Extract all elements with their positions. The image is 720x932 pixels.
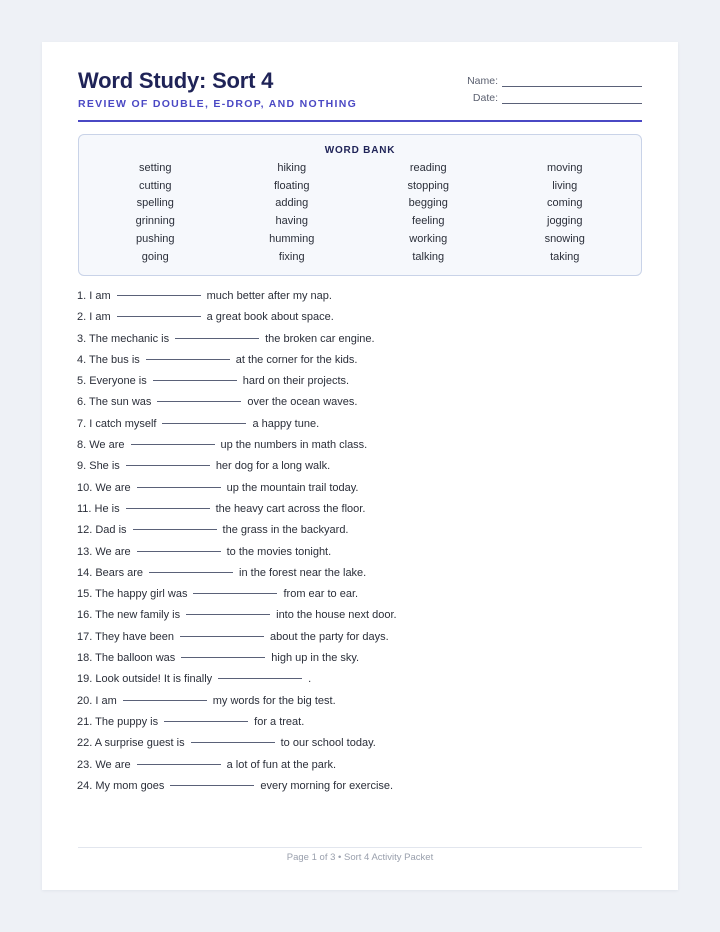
name-label: Name: [467,75,498,87]
sentence-item [77,350,647,371]
word-bank-word: cutting [139,179,172,192]
sentence-before-text: 8. We are [77,439,125,452]
sentence-before-text: 9. She is [77,460,120,473]
sentence-after-text: at the corner for the kids. [235,353,358,366]
sentence-item [77,499,647,520]
sentence-item [77,414,647,435]
sentence-after-text: the grass in the backyard. [222,524,349,537]
answer-blank[interactable] [149,571,233,573]
word-bank-word: taking [550,250,580,263]
answer-blank[interactable] [153,379,237,381]
answer-blank[interactable] [180,635,264,637]
word-bank-word: reading [409,162,447,174]
sentence-after-text: up the mountain trail today. [226,481,359,494]
page-subtitle: REVIEW OF DOUBLE, E-DROP, AND NOTHING [78,98,358,110]
answer-blank[interactable] [137,550,221,552]
sentence-after-text: her dog for a long walk. [215,460,331,473]
sentence-after-text: in the forest near the lake. [239,566,367,579]
sentence-before-text: 22. A surprise guest is [77,737,185,750]
sentence-list [77,286,647,797]
sentence-before-text: 4. The bus is [77,353,140,366]
sentence-after-text: a lot of fun at the park. [226,758,337,771]
answer-blank[interactable] [133,528,217,530]
sentence-item [77,712,647,733]
sentence-before-text: 6. The sun was [77,396,152,409]
sentence-item [77,435,647,456]
sentence-after-text: into the house next door. [276,609,397,622]
sentence-after-text: a happy tune. [252,417,320,430]
sentence-before-text: 24. My mom goes [77,779,165,792]
sentence-after-text: every morning for exercise. [260,779,394,792]
word-bank-word: living [552,179,578,192]
sentence-item [77,605,647,626]
answer-blank[interactable] [170,784,254,786]
sentence-after-text: hard on their projects. [242,375,350,388]
sentence-item [77,584,647,605]
sentence-after-text: to our school today. [280,737,376,750]
word-bank-word: jogging [547,215,583,228]
answer-blank[interactable] [117,294,201,296]
sentence-item [77,307,647,328]
word-bank-word: having [275,215,308,228]
sentence-before-text: 21. The puppy is [77,715,159,728]
sentence-item [77,286,647,307]
answer-blank[interactable] [162,422,246,424]
answer-blank[interactable] [137,486,221,488]
word-bank-word: working [409,232,448,245]
sentence-after-text: about the party for days. [270,630,389,643]
sentence-after-text: to the movies tonight. [226,545,332,558]
sentence-before-text: 23. We are [77,758,131,771]
sentence-before-text: 1. I am [77,290,111,302]
sentence-item [77,691,647,712]
answer-blank[interactable] [193,592,277,594]
word-bank-word: fixing [278,250,305,263]
date-label: Date: [472,92,498,104]
word-bank-grid [87,160,633,266]
sentence-before-text: 11. He is [77,502,120,515]
sentence-after-text: up the numbers in math class. [220,439,368,452]
sentence-after-text: the heavy cart across the floor. [215,502,366,515]
worksheet-header [78,68,642,122]
sentence-item [77,456,647,477]
sentence-before-text: 12. Dad is [77,524,127,537]
answer-blank[interactable] [137,763,221,765]
sentence-before-text: 16. The new family is [77,609,181,622]
answer-blank[interactable] [175,337,259,339]
sentence-item [77,755,647,776]
date-field[interactable] [467,87,642,104]
sentence-after-text: . [308,673,312,686]
word-bank-word: grinning [135,215,175,228]
answer-blank[interactable] [181,656,265,658]
sentence-item [77,371,647,392]
sentence-item [77,563,647,584]
sentence-item [77,733,647,754]
page-footer: Page 1 of 3 • Sort 4 Activity Packet [286,852,434,863]
name-date-fields [467,70,642,104]
answer-blank[interactable] [191,741,275,743]
word-bank-word: humming [269,232,315,245]
word-bank-word: stopping [407,179,450,192]
word-bank-word: setting [139,162,172,174]
word-bank-word: pushing [135,232,175,245]
sentence-before-text: 15. The happy girl was [77,588,188,601]
sentence-before-text: 17. They have been [77,630,175,643]
worksheet-page [42,42,678,890]
word-bank [78,134,642,276]
word-bank-word: talking [412,250,445,263]
sentence-item [77,520,647,541]
sentence-item [77,669,647,690]
footer-divider [78,847,642,848]
page-title: Word Study: Sort 4 [78,68,274,93]
sentence-before-text: 18. The balloon was [77,652,176,665]
sentence-after-text: for a treat. [254,715,305,728]
answer-blank[interactable] [157,400,241,402]
answer-blank[interactable] [131,443,215,445]
word-bank-word: snowing [544,232,585,245]
sentence-before-text: 5. Everyone is [77,375,147,388]
sentence-item [77,542,647,563]
sentence-before-text: 7. I catch myself [77,417,157,430]
sentence-item [77,478,647,499]
sentence-item [77,392,647,413]
word-bank-word: feeling [412,215,445,228]
word-bank-word: going [141,250,169,263]
sentence-after-text: high up in the sky. [271,652,360,665]
answer-blank[interactable] [126,507,210,509]
word-bank-word: adding [275,197,309,210]
answer-blank[interactable] [126,464,210,466]
sentence-item [77,776,647,797]
sentence-item [77,329,647,350]
answer-blank[interactable] [218,677,302,679]
answer-blank[interactable] [123,699,207,701]
word-bank-word: spelling [136,197,174,210]
name-field[interactable] [467,70,642,87]
answer-blank[interactable] [186,613,270,615]
header-divider [78,120,642,122]
word-bank-word: floating [274,179,310,192]
sentence-before-text: 13. We are [77,545,131,558]
word-bank-word: hiking [277,162,307,174]
sentence-after-text: from ear to ear. [283,588,359,601]
sentence-before-text: 20. I am [77,694,117,707]
answer-blank[interactable] [146,358,230,360]
sentence-item [77,627,647,648]
sentence-after-text: the broken car engine. [265,332,375,345]
sentence-before-text: 19. Look outside! It is finally [77,673,213,686]
word-bank-title: WORD BANK [324,145,396,156]
answer-blank[interactable] [164,720,248,722]
word-bank-word: begging [408,197,448,210]
sentence-before-text: 2. I am [77,311,111,324]
sentence-before-text: 14. Bears are [77,566,144,579]
sentence-before-text: 3. The mechanic is [77,332,170,345]
sentence-item [77,648,647,669]
sentence-before-text: 10. We are [77,481,131,494]
sentence-after-text: a great book about space. [206,311,334,324]
word-bank-word: moving [547,162,583,174]
sentence-after-text: much better after my nap. [206,290,332,302]
sentence-after-text: over the ocean waves. [247,396,358,409]
name-line[interactable] [502,76,642,87]
date-line[interactable] [502,93,642,104]
word-bank-word: coming [547,197,583,210]
answer-blank[interactable] [117,315,201,317]
sentence-after-text: my words for the big test. [212,694,336,707]
